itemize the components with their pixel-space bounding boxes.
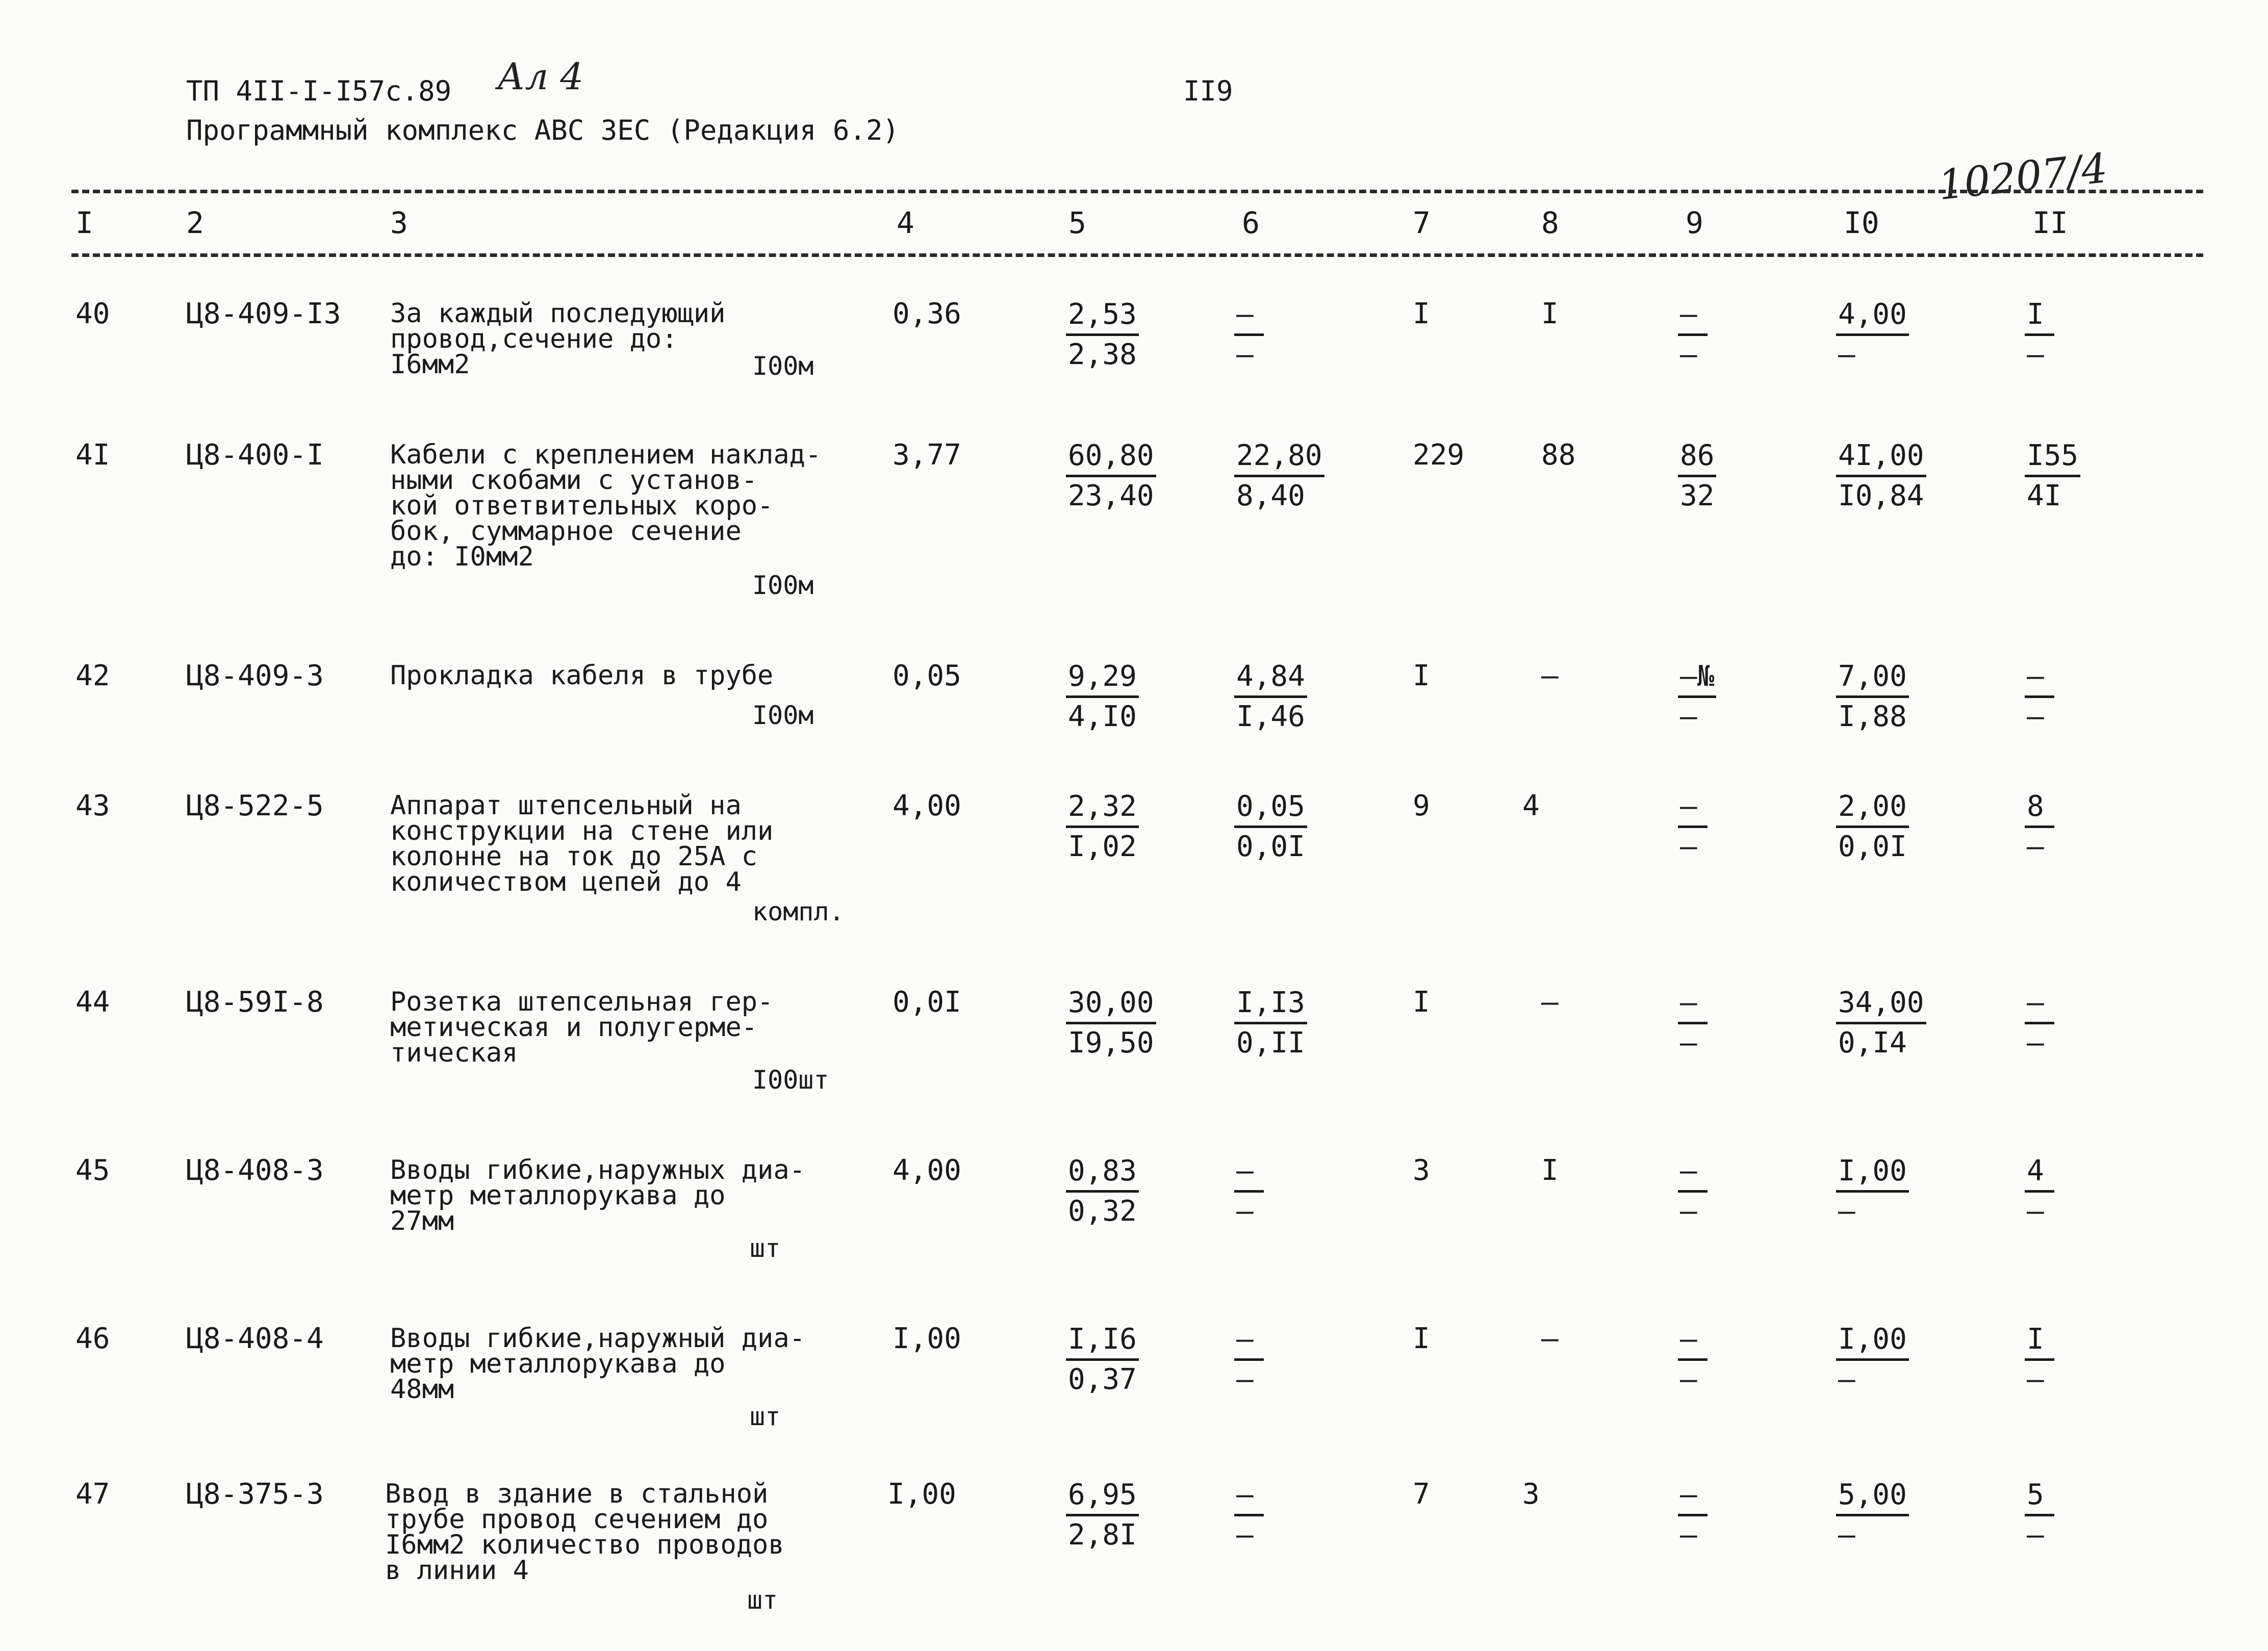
col6-bottom: – [1236, 1518, 1254, 1552]
quantity: 4,00 [893, 1154, 961, 1187]
col11-value [2025, 984, 2054, 1062]
col10-bottom: – [1838, 1518, 1855, 1552]
col7-value: 7 [1413, 1478, 1430, 1511]
column-header-2: 2 [186, 205, 204, 240]
column-header-9: 9 [1686, 205, 1703, 240]
rate-code: Ц8-409-I3 [186, 297, 341, 330]
unit-of-measure: I00м [752, 701, 814, 730]
col9-bottom: – [1680, 1026, 1697, 1060]
col5-bottom: 2,38 [1068, 338, 1137, 371]
col10-top: 4I,00 [1836, 437, 1926, 477]
work-description: Аппарат штепсельный на конструкции на стене или колонне на ток до 25А с количеством цепей до 4 [390, 790, 774, 897]
col11-top: – [2025, 658, 2054, 698]
column-header-3: 3 [390, 205, 408, 240]
col11-bottom: – [2027, 1195, 2044, 1228]
row-number: 45 [75, 1154, 110, 1187]
col9-bottom: – [1680, 1195, 1697, 1228]
col6-bottom: – [1236, 338, 1254, 371]
rate-code: Ц8-408-4 [186, 1322, 324, 1355]
work-description: Розетка штепсельная гер- метическая и полугерме- тическая [390, 987, 774, 1068]
col9-top: 86 [1678, 437, 1716, 477]
quantity: 4,00 [893, 789, 961, 822]
col6-bottom: – [1236, 1195, 1254, 1228]
rate-code: Ц8-408-3 [186, 1154, 324, 1187]
row-number: 43 [75, 789, 110, 822]
col10-value [1836, 984, 1926, 1062]
col9-top: – [1678, 1321, 1708, 1361]
col5-value [1066, 1476, 1139, 1554]
rate-code: Ц8-375-3 [186, 1478, 324, 1511]
row-number: 44 [75, 986, 110, 1019]
row-number: 46 [75, 1322, 110, 1355]
col5-bottom: 0,37 [1068, 1363, 1137, 1396]
col7-value: I [1413, 659, 1430, 692]
col5-bottom: 23,40 [1068, 479, 1154, 512]
row-number: 47 [75, 1478, 110, 1511]
column-header-7: 7 [1413, 205, 1431, 240]
col11-bottom: – [2027, 1518, 2044, 1552]
unit-of-measure: шт [747, 1585, 778, 1615]
col7-value: 229 [1413, 438, 1465, 472]
col9-bottom: – [1680, 830, 1697, 863]
document-code: ТП 4II-I-I57с.89 [186, 75, 452, 107]
col9-value [1678, 984, 1708, 1062]
unit-of-measure: I00шт [752, 1065, 829, 1095]
col6-value [1234, 984, 1307, 1062]
col9-value [1678, 296, 1708, 374]
col10-value [1836, 658, 1909, 736]
col11-bottom: – [2027, 700, 2044, 733]
col5-top: 9,29 [1066, 658, 1139, 698]
col6-top: – [1234, 1321, 1264, 1361]
col9-top: – [1678, 1152, 1708, 1193]
col11-value [2025, 1476, 2054, 1554]
col9-value [1678, 1321, 1708, 1399]
page-number: II9 [1183, 75, 1233, 107]
col8-value: 88 [1541, 438, 1576, 472]
work-description: Вводы гибкие,наружных диа- метр металлорукава до 27мм [390, 1155, 805, 1236]
col6-value [1234, 296, 1264, 374]
col5-top: 0,83 [1066, 1152, 1139, 1193]
col5-value [1066, 658, 1139, 736]
col5-top: 2,32 [1066, 788, 1139, 828]
col10-bottom: 0,I4 [1838, 1026, 1907, 1060]
col7-value: 3 [1413, 1154, 1430, 1187]
col11-value [2025, 1321, 2054, 1399]
col6-bottom: I,46 [1236, 700, 1305, 733]
col6-top: I,I3 [1234, 984, 1307, 1024]
col10-top: 5,00 [1836, 1476, 1909, 1516]
col5-top: 30,00 [1066, 984, 1156, 1024]
quantity: I,00 [893, 1322, 961, 1355]
col5-bottom: 4,I0 [1068, 700, 1137, 733]
col11-bottom: – [2027, 1363, 2044, 1396]
col10-bottom: 0,0I [1838, 830, 1907, 863]
col10-value [1836, 788, 1909, 866]
col9-top: – [1678, 788, 1708, 828]
col6-top: 0,05 [1234, 788, 1307, 828]
col5-value [1066, 1321, 1139, 1399]
col6-value [1234, 788, 1307, 866]
quantity: 0,0I [893, 986, 961, 1019]
column-header-5: 5 [1068, 205, 1086, 240]
col9-value [1678, 437, 1716, 515]
col9-top: –№ [1678, 658, 1716, 698]
col9-bottom: – [1680, 700, 1697, 733]
col10-top: I,00 [1836, 1152, 1909, 1193]
work-description: Вводы гибкие,наружный диа- метр металлорукава до 48мм [390, 1323, 805, 1405]
col8-value: – [1541, 986, 1559, 1019]
col10-top: 2,00 [1836, 788, 1909, 828]
col9-value [1678, 658, 1716, 736]
col5-value [1066, 1152, 1139, 1230]
col6-top: – [1234, 1476, 1264, 1516]
col8-value: 3 [1522, 1478, 1540, 1511]
col9-top: – [1678, 296, 1708, 336]
col10-value [1836, 437, 1926, 515]
col5-value [1066, 437, 1156, 515]
unit-of-measure: шт [750, 1233, 781, 1263]
col7-value: I [1413, 1322, 1430, 1355]
col6-bottom: 0,0I [1236, 830, 1305, 863]
col11-top: – [2025, 984, 2054, 1024]
col6-value [1234, 658, 1307, 736]
col5-top: I,I6 [1066, 1321, 1139, 1361]
col10-bottom: I0,84 [1838, 479, 1924, 512]
rate-code: Ц8-59I-8 [186, 986, 324, 1019]
col11-top: I [2025, 296, 2054, 336]
col9-bottom: – [1680, 338, 1697, 371]
header-rule-bottom [71, 253, 2203, 257]
col11-bottom: 4I [2027, 479, 2061, 512]
col8-value: – [1541, 1322, 1559, 1355]
col8-value: 4 [1522, 789, 1540, 822]
column-header-10: I0 [1844, 205, 1879, 240]
column-header-1: I [75, 205, 93, 240]
col10-value [1836, 1152, 1909, 1230]
col11-value [2025, 1152, 2054, 1230]
col11-top: I55 [2025, 437, 2080, 477]
col10-value [1836, 296, 1909, 374]
col9-bottom: – [1680, 1518, 1697, 1552]
work-description: Кабели с креплением наклад- ными скобами с установ- кой ответвительных коро- бок, суммарное сечение до: I0мм2 [390, 440, 822, 572]
col9-value [1678, 788, 1708, 866]
col5-top: 6,95 [1066, 1476, 1139, 1516]
col11-top: I [2025, 1321, 2054, 1361]
col11-bottom: – [2027, 1026, 2044, 1060]
col11-top: 4 [2025, 1152, 2054, 1193]
col6-bottom: 8,40 [1236, 479, 1305, 512]
column-header-4: 4 [897, 205, 914, 240]
col10-top: 4,00 [1836, 296, 1909, 336]
col6-top: 22,80 [1234, 437, 1324, 477]
quantity: 3,77 [893, 438, 961, 472]
unit-of-measure: шт [750, 1402, 781, 1431]
column-header-11: II [2032, 205, 2068, 240]
rate-code: Ц8-522-5 [186, 789, 324, 822]
col10-bottom: I,88 [1838, 700, 1907, 733]
rate-code: Ц8-400-I [186, 438, 324, 472]
col6-bottom: – [1236, 1363, 1254, 1396]
col8-value: I [1541, 1154, 1559, 1187]
col7-value: I [1413, 986, 1430, 1019]
col8-value: – [1541, 659, 1559, 692]
col9-value [1678, 1152, 1708, 1230]
col10-value [1836, 1321, 1909, 1399]
work-description: Прокладка кабеля в трубе [390, 660, 774, 691]
handwritten-mark: Ал 4 [497, 55, 584, 98]
col6-top: 4,84 [1234, 658, 1307, 698]
col7-value: 9 [1413, 789, 1430, 822]
row-number: 4I [75, 438, 110, 472]
work-description: За каждый последующий провод,сечение до: I6мм2 [390, 298, 726, 380]
column-header-6: 6 [1242, 205, 1260, 240]
col6-top: – [1234, 1152, 1264, 1193]
col10-top: I,00 [1836, 1321, 1909, 1361]
row-number: 42 [75, 659, 110, 692]
unit-of-measure: I00м [752, 351, 814, 381]
col5-bottom: I9,50 [1068, 1026, 1154, 1060]
col5-bottom: 0,32 [1068, 1195, 1137, 1228]
program-title: Программный комплекс АВС 3ЕС (Редакция 6.2) [186, 114, 899, 146]
col11-top: 5 [2025, 1476, 2054, 1516]
col9-bottom: 32 [1680, 479, 1715, 512]
col5-top: 2,53 [1066, 296, 1139, 336]
col10-bottom: – [1838, 1363, 1855, 1396]
col9-value [1678, 1476, 1708, 1554]
col5-bottom: I,02 [1068, 830, 1137, 863]
quantity: 0,05 [893, 659, 961, 692]
col6-value [1234, 1476, 1264, 1554]
col10-bottom: – [1838, 1195, 1855, 1228]
col11-top: 8 [2025, 788, 2054, 828]
col11-value [2025, 658, 2054, 736]
col5-value [1066, 984, 1156, 1062]
col10-top: 34,00 [1836, 984, 1926, 1024]
col11-value [2025, 296, 2054, 374]
col6-value [1234, 1321, 1264, 1399]
unit-of-measure: компл. [752, 897, 845, 926]
col6-top: – [1234, 296, 1264, 336]
rate-code: Ц8-409-3 [186, 659, 324, 692]
col6-value [1234, 437, 1324, 515]
col11-value [2025, 788, 2054, 866]
col6-bottom: 0,II [1236, 1026, 1305, 1060]
col11-bottom: – [2027, 338, 2044, 371]
column-header-8: 8 [1541, 205, 1559, 240]
col9-top: – [1678, 1476, 1708, 1516]
col10-value [1836, 1476, 1909, 1554]
col9-bottom: – [1680, 1363, 1697, 1396]
col10-top: 7,00 [1836, 658, 1909, 698]
col11-bottom: – [2027, 830, 2044, 863]
col5-value [1066, 296, 1139, 374]
col5-value [1066, 788, 1139, 866]
col6-value [1234, 1152, 1264, 1230]
col5-top: 60,80 [1066, 437, 1156, 477]
col11-value [2025, 437, 2080, 515]
handwritten-reference: 10207/4 [1936, 144, 2110, 210]
col7-value: I [1413, 297, 1430, 330]
quantity: I,00 [887, 1478, 956, 1511]
unit-of-measure: I00м [752, 571, 814, 600]
quantity: 0,36 [893, 297, 961, 330]
col9-top: – [1678, 984, 1708, 1024]
col8-value: I [1541, 297, 1559, 330]
col5-bottom: 2,8I [1068, 1518, 1137, 1552]
col10-bottom: – [1838, 338, 1855, 371]
row-number: 40 [75, 297, 110, 330]
header-rule-top [71, 190, 2203, 193]
work-description: Ввод в здание в стальной трубе провод сечением до I6мм2 количество проводов в линии 4 [385, 1479, 784, 1586]
